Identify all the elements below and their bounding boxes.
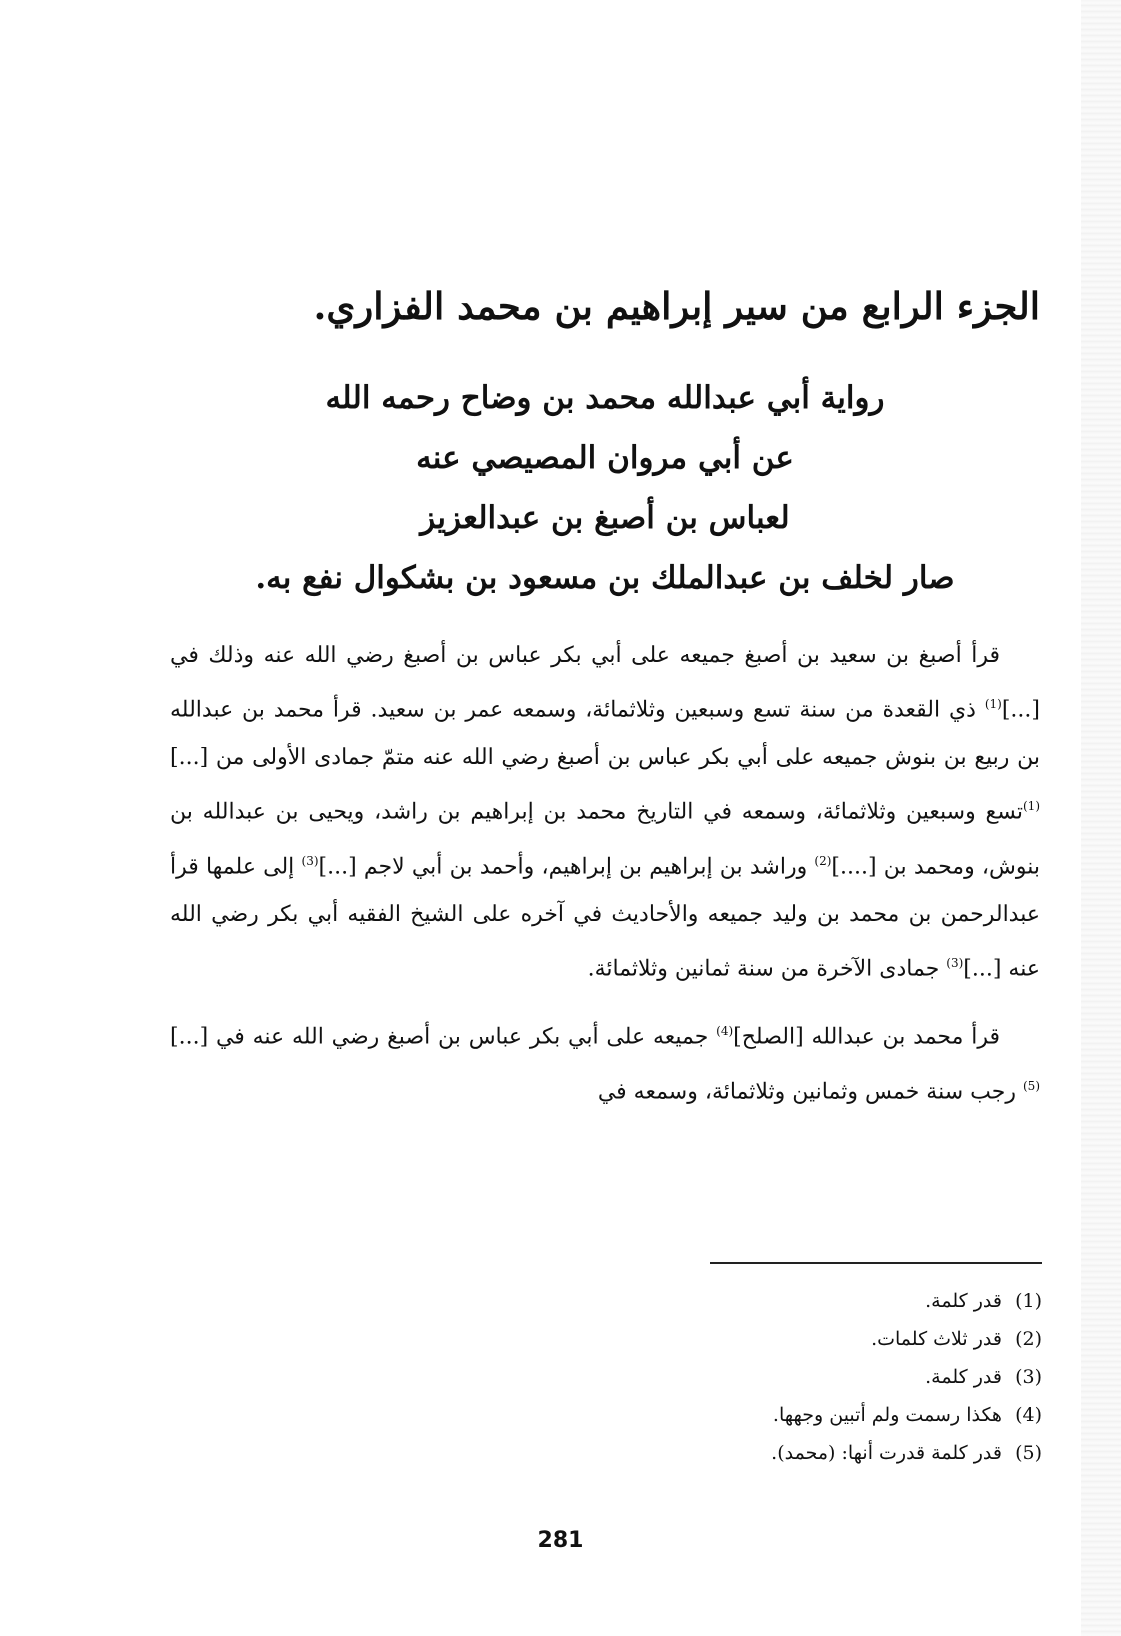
subtitle-line-1: رواية أبي عبدالله محمد بن وضاح رحمه الله [325,380,885,417]
page-number: 281 [537,1528,584,1553]
footnote-reference: (1) [1022,799,1040,814]
footnote-reference: (3) [946,956,964,971]
footnote-divider [710,1262,1042,1264]
body-paragraph-2 [170,1007,1040,1116]
paragraph-text: وراشد بن إبراهيم بن إبراهيم، وأحمد بن أبي لاجم [...] [318,854,815,880]
footnote-reference: (3) [301,853,319,868]
paragraph-text: جميعه على أبي بكر عباس بن أصبغ رضي الله عنه في [...] [170,1024,717,1050]
footnote-number: (5) [1015,1442,1042,1464]
footnote-item [400,1282,1042,1320]
paragraph-text: تسع وسبعين وثلاثمائة، وسمعه في التاريخ محمد بن إبراهيم بن راشد، ويحيى بن عبدالله بن بنوش، ومحمد بن [....] [170,799,1040,880]
main-content [170,282,1040,1130]
footnote-reference: (2) [814,853,832,868]
paragraph-text: قرأ محمد بن عبدالله [الصلح] [733,1024,1000,1050]
footnote-text: قدر كلمة قدرت أنها: (محمد). [771,1442,1002,1464]
subtitle-line-4: صار لخلف بن عبدالملك بن مسعود بن بشكوال نفع به. [255,560,955,597]
footnotes [400,1282,1042,1472]
footnote-item [400,1396,1042,1434]
footnote-item [400,1434,1042,1472]
footnote-reference: (1) [984,697,1002,712]
paragraph-text: جمادى الآخرة من سنة ثمانين وثلاثمائة. [587,956,947,982]
footnote-text: هكذا رسمت ولم أتبين وجهها. [772,1404,1002,1426]
paragraph-text: ذي القعدة من سنة تسع وسبعين وثلاثمائة، وسمعه عمر بن سعيد. قرأ محمد بن عبدالله بن ربيع بن بنوش جميعه على أبي بكر عباس بن أصبغ رضي الله عنه متمّ جمادى الأولى من [...] [170,697,1040,771]
footnote-number: (1) [1015,1290,1042,1312]
footnote-number: (3) [1015,1366,1042,1388]
document-title: الجزء الرابع من سير إبراهيم بن محمد الفزاري. [313,284,1040,328]
body-paragraph-1 [170,632,1040,993]
footnote-text: قدر كلمة. [925,1290,1002,1312]
footnote-reference: (4) [716,1024,734,1039]
subtitle-line-2: عن أبي مروان المصيصي عنه [416,440,794,477]
paragraph-text: إلى علمها قرأ عبدالرحمن بن محمد بن وليد جميعه والأحاديث في آخره على الشيخ الفقيه أبي بكر رضي الله عنه [...] [170,854,1040,982]
paragraph-text: قرأ أصبغ بن سعيد بن أصبغ جميعه على أبي بكر عباس بن أصبغ رضي الله عنه وذلك في [...] [170,643,1040,723]
footnote-number: (4) [1015,1404,1042,1426]
footnote-item [400,1358,1042,1396]
subtitle-block [170,368,1040,608]
footnote-text: قدر ثلاث كلمات. [871,1328,1002,1350]
footnote-reference: (5) [1022,1078,1040,1093]
footnote-item [400,1320,1042,1358]
scan-edge-texture [1081,0,1121,1636]
subtitle-line-3: لعباس بن أصبغ بن عبدالعزيز [420,500,790,537]
footnote-number: (2) [1015,1328,1042,1350]
footnote-text: قدر كلمة. [925,1366,1002,1388]
paragraph-text: رجب سنة خمس وثمانين وثلاثمائة، وسمعه في [597,1079,1023,1105]
